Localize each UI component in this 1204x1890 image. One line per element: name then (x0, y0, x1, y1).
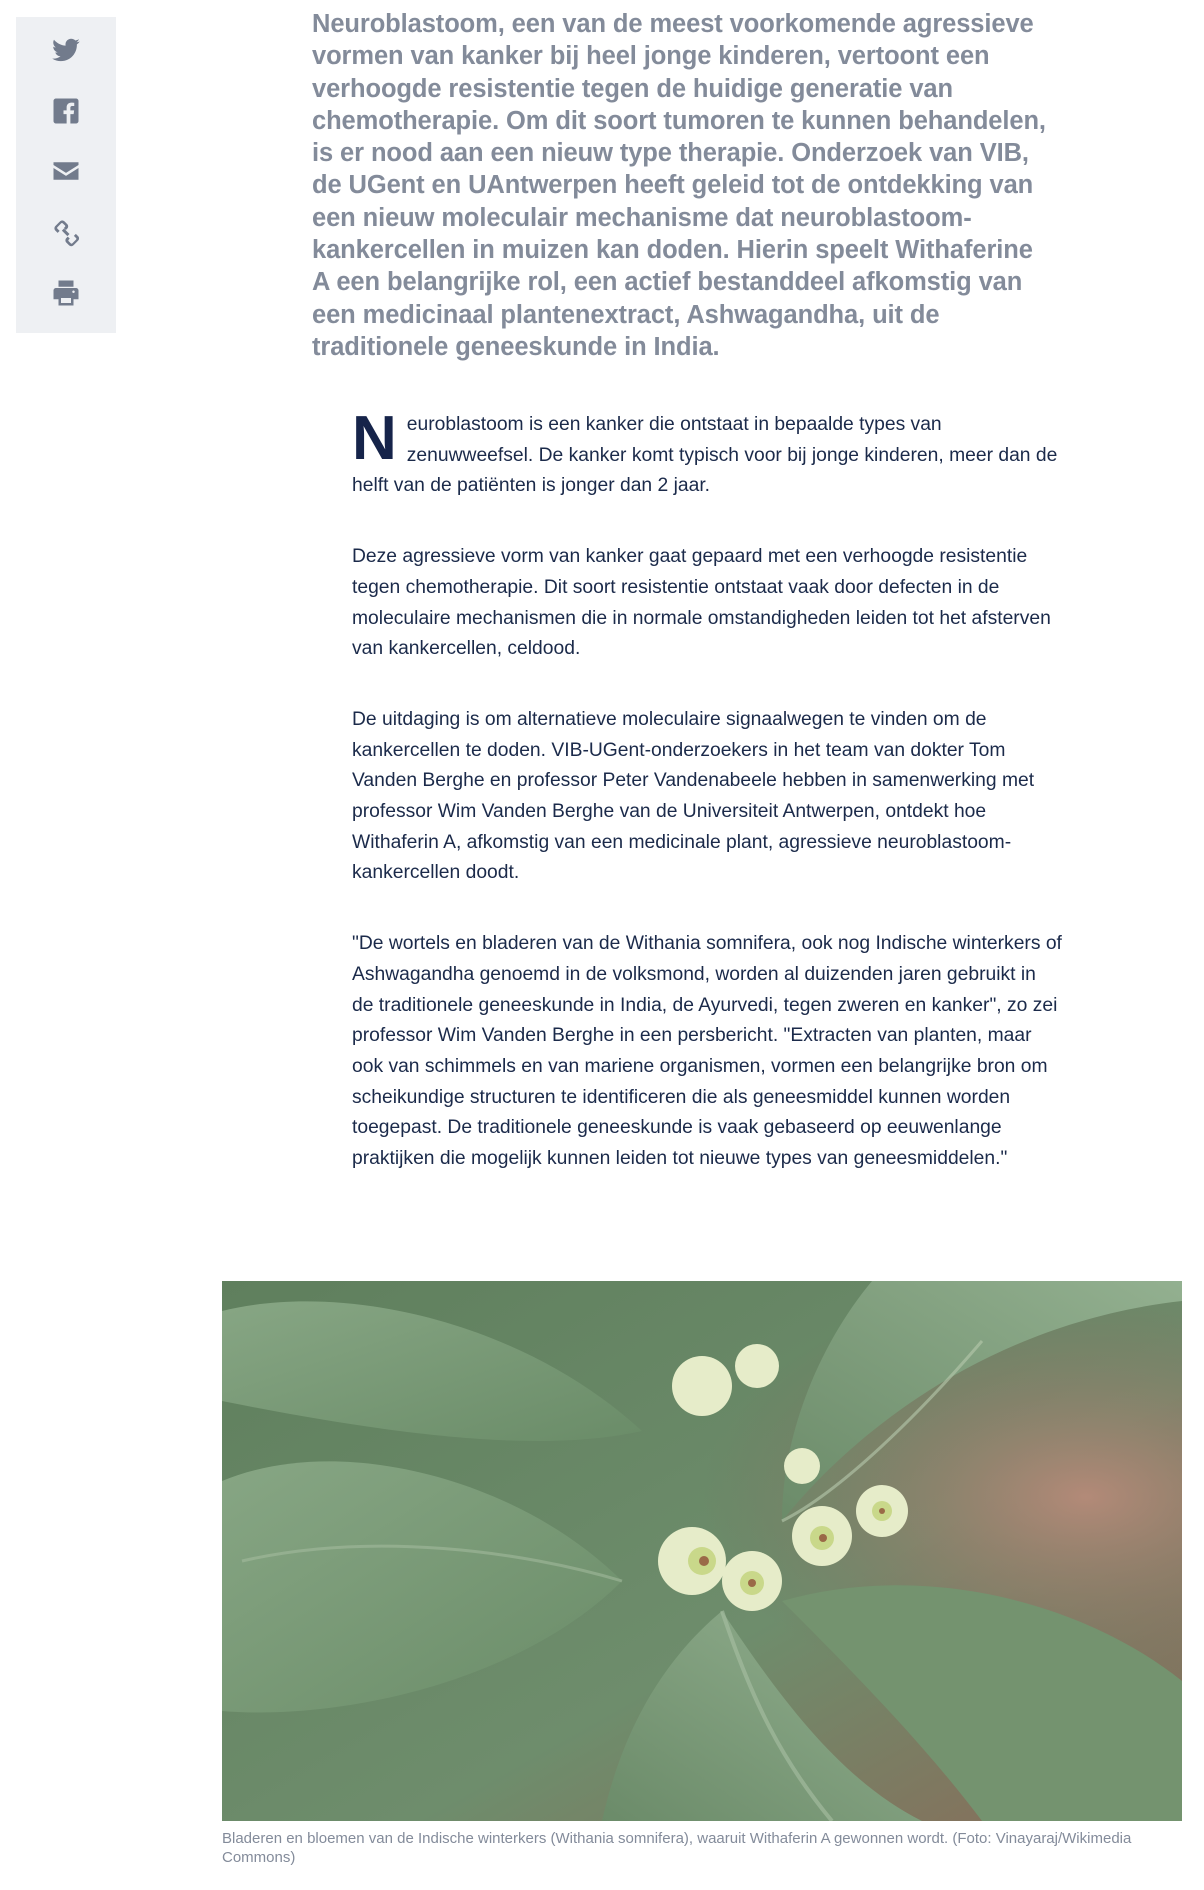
article-figure (222, 1281, 1182, 1867)
drop-cap: N (352, 404, 397, 473)
twitter-icon (51, 35, 81, 65)
paragraph-1-text: euroblastoom is een kanker die ontstaat in bepaalde types van zenuwweefsel. De kanker komt typisch voor bij jonge kinderen, meer dan de helft van de patiënten is jonger dan 2 jaar. (352, 414, 1058, 497)
share-twitter-button[interactable] (44, 30, 88, 71)
share-link-button[interactable] (44, 212, 88, 253)
share-facebook-button[interactable] (44, 91, 88, 132)
share-email-button[interactable] (44, 151, 88, 192)
photo-caption: Bladeren en bloemen van de Indische winterkers (Withania somnifera), waaruit Withaferin A gewonnen wordt. (Foto: Vinayaraj/Wikimedia Commons) (222, 1830, 1132, 1866)
link-icon (51, 217, 81, 247)
share-print-button[interactable] (44, 272, 88, 313)
facebook-icon (51, 96, 81, 126)
plant-photo-illustration (222, 1281, 1182, 1821)
plant-photo (222, 1281, 1182, 1821)
paragraph-3: De uitdaging is om alternatieve moleculaire signaalwegen te vinden om de kankercellen te doden. VIB-UGent-onderzoekers in het team van dokter Tom Vanden Berghe en professor Peter Vandenabeele hebben in samenwerking met professor Wim Vanden Berghe van de Universiteit Antwerpen, ontdekt hoe Withaferin A, afkomstig van een medicinale plant, agressieve neuroblastoom-kankercellen doodt. (352, 708, 1035, 884)
paragraph-2: Deze agressieve vorm van kanker gaat gepaard met een verhoogde resistentie tegen chemotherapie. Dit soort resistentie ontstaat vaak door defecten in de moleculaire mechanismen die in normale omstandigheden leiden tot het afsterven van kankercellen, celdood. (352, 546, 1051, 660)
paragraph-4: "De wortels en bladeren van de Withania somnifera, ook nog Indische winterkers of Ashwagandha genoemd in de volksmond, worden al duizenden jaren gebruikt in de traditionele geneeskunde in India, de Ayurvedi, tegen zweren en kanker", zo zei professor Wim Vanden Berghe in een persbericht. "Extracten van planten, maar ook van schimmels en van mariene organismen, vormen een belangrijke bron om scheikundige structuren te identificeren die als geneesmiddel kunnen worden toegepast. De traditionele geneeskunde is vaak gebaseerd op eeuwenlange praktijken die mogelijk kunnen leiden tot nieuwe types van geneesmiddelen." (352, 933, 1062, 1170)
share-bar (16, 17, 116, 333)
paragraph-1 (352, 404, 1062, 502)
article-body (352, 404, 1062, 1215)
email-icon (51, 156, 81, 186)
print-icon (51, 278, 81, 308)
article-lead: Neuroblastoom, een van de meest voorkomende agressieve vormen van kanker bij heel jonge kinderen, vertoont een verhoogde resistentie tegen de huidige generatie van chemotherapie. Om dit soort tumoren te kunnen behandelen, is er nood aan een nieuw type therapie. Onderzoek van VIB, de UGent en UAntwerpen heeft geleid tot de ontdekking van een nieuw moleculair mechanisme dat neuroblastoom-kankercellen in muizen kan doden. Hierin speelt Withaferine A een belangrijke rol, een actief bestanddeel afkomstig van een medicinaal plantenextract, Ashwagandha, uit de traditionele geneeskunde in India. (312, 10, 1046, 361)
